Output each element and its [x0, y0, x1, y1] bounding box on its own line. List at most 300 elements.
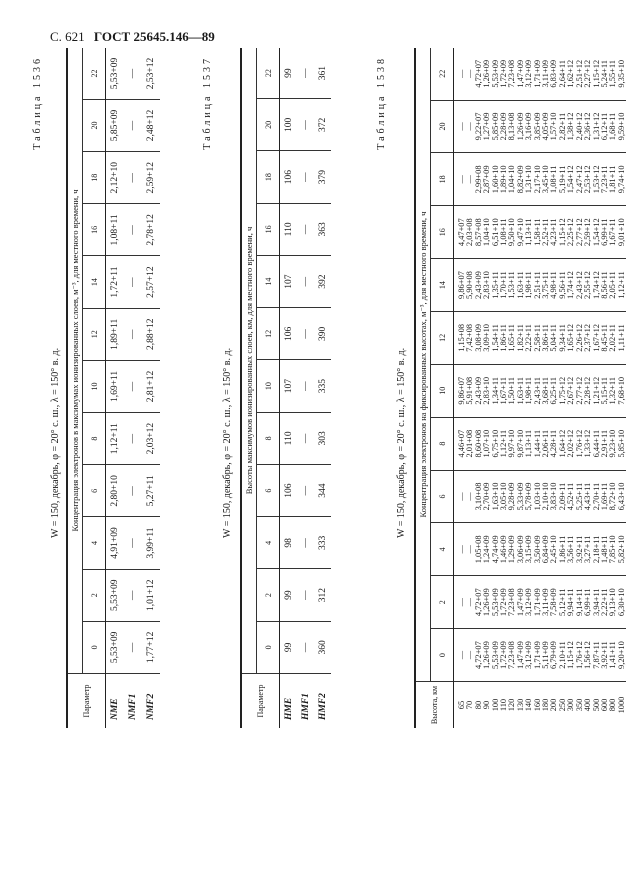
cell-value: 392: [314, 256, 331, 308]
cell-value: 2,01+08: [465, 429, 475, 458]
cell-value: 1,01+12: [142, 569, 160, 621]
cell-value: 8,60+08: [473, 429, 483, 458]
cell-value: 1,57+10: [549, 112, 559, 141]
cell-value: 6,99+11: [583, 588, 593, 616]
cell-value: 2,22+11: [599, 588, 609, 616]
cell-value: 2,99+08: [473, 165, 483, 194]
cell-value: —: [297, 203, 314, 255]
hour-header: 20: [83, 99, 106, 151]
cell-value: 9,56+11: [557, 271, 567, 299]
hour-header: 6: [257, 465, 280, 517]
cell-value: 2,03+08: [465, 218, 475, 247]
cell-value: 1,31+12: [591, 112, 601, 141]
cell-value: 1,89+11: [106, 308, 125, 360]
cell-value: 3,68+11: [541, 377, 551, 405]
hour-header: 2: [257, 569, 280, 621]
cell-value: 7,42+08: [465, 324, 475, 352]
cell-value: 361: [314, 48, 331, 99]
cell-value: —: [297, 256, 314, 308]
cell-value: 333: [314, 517, 331, 569]
cell-value: 4,52+11: [566, 482, 576, 511]
cell-value: 2,22+11: [524, 324, 534, 352]
hour-header: 22: [257, 48, 280, 99]
cell-value: 1,50+11: [507, 377, 517, 405]
cell-value: 2,88+12: [142, 308, 160, 360]
cell-value: 5,24+11: [599, 60, 609, 88]
cell-value: 5,85+09: [106, 99, 125, 151]
height-value: 600: [599, 698, 609, 712]
cell-value: —: [465, 122, 475, 131]
cell-value: —: [297, 360, 314, 412]
cell-value: 1,53+11: [507, 271, 517, 299]
cell-value: 312: [314, 569, 331, 621]
cell-value: 1,13+11: [524, 218, 534, 246]
cell-value: 7,58+09: [549, 588, 559, 617]
cell-value: 2,59+12: [142, 152, 160, 204]
cell-value: 1,47+09: [515, 588, 525, 617]
cell-value: 2,43+09: [473, 376, 483, 405]
cell-value: 2,03+12: [142, 413, 160, 465]
param-name: NMF1: [128, 693, 138, 720]
cell-value: 1,03+10: [532, 482, 542, 511]
cell-value: 1,47+09: [515, 59, 525, 88]
cell-value: 7,23+11: [599, 165, 609, 194]
cell-value: 1,81+11: [608, 165, 618, 194]
cell-value: 3,11+09: [541, 588, 551, 616]
height-header: Высота, км: [415, 682, 454, 729]
table-1538-data-row: [454, 48, 627, 728]
cell-value: 2,12+10: [106, 152, 125, 204]
cell-value: 1,08+11: [549, 165, 559, 194]
cell-value: 1,71+09: [532, 641, 542, 669]
height-value: 180: [541, 698, 551, 712]
height-value: 500: [591, 698, 601, 712]
cell-value: 9,87+10: [515, 429, 525, 458]
cell-value: 1,69+11: [106, 360, 125, 412]
cell-value: 1,13+11: [524, 429, 534, 458]
cell-value: 7,23+08: [507, 588, 517, 617]
hour-header: 18: [257, 151, 280, 203]
height-value: 65: [457, 700, 466, 710]
cell-value: 2,02+12: [566, 429, 576, 458]
cell-value: 1,32+11: [608, 377, 618, 405]
cell-value: 1,24+09: [482, 535, 492, 564]
cell-value: 1,86+11: [499, 324, 509, 352]
cell-value: 1,82+11: [515, 324, 525, 352]
cell-value: 6,99+11: [599, 218, 609, 246]
cell-value: 4,05+09: [541, 112, 551, 141]
cell-value: 1,65+12: [566, 324, 576, 352]
cell-value: 2,55+12: [583, 271, 593, 299]
cell-value: —: [124, 152, 142, 204]
cell-value: 8,72+10: [608, 482, 618, 511]
table-row: [142, 48, 160, 728]
cell-value: 9,86+07: [457, 376, 466, 405]
height-value: 160: [532, 698, 542, 712]
cell-value: 3,16+09: [524, 112, 534, 141]
cell-value: 9,14+11: [574, 588, 584, 616]
cell-value: —: [124, 256, 142, 308]
hour-header: 22: [83, 48, 106, 99]
cell-value: 2,82+11: [557, 112, 567, 141]
table-row: [124, 48, 142, 728]
height-column: [454, 682, 627, 729]
cell-value: 2,25+12: [566, 218, 576, 247]
cell-value: —: [124, 517, 142, 569]
cell-value: 3,06+09: [515, 535, 525, 564]
cell-value: 6,79+09: [549, 641, 559, 669]
cell-value: 2,43+11: [532, 377, 542, 405]
cell-value: 1,98+11: [524, 271, 534, 299]
cell-value: 8,56+11: [599, 271, 609, 299]
cell-value: 100: [280, 99, 298, 151]
table-row: [297, 48, 314, 728]
cell-value: 6,12+11: [599, 112, 609, 141]
height-value: 110: [499, 698, 509, 712]
cell-value: 9,59+10: [616, 112, 626, 141]
cell-value: 8,57+08: [473, 218, 483, 247]
cell-value: 5,53+09: [490, 59, 500, 88]
cell-value: —: [457, 122, 466, 131]
cell-value: 1,63+11: [515, 377, 525, 405]
hour-column: [454, 629, 627, 682]
cell-value: 4,91+09: [106, 517, 125, 569]
hour-header: 18: [431, 153, 454, 206]
cell-value: 1,15+08: [457, 324, 466, 352]
cell-value: 303: [314, 412, 331, 464]
cell-value: 1,63+10: [490, 482, 500, 511]
cell-value: 4,23+11: [549, 218, 559, 246]
cell-value: 1,72+09: [499, 59, 509, 88]
cell-value: 6,30+10: [616, 588, 626, 617]
cell-value: 2,83+10: [482, 376, 492, 405]
cell-value: 7,87+11: [591, 641, 601, 669]
cell-value: 1,33+12: [583, 429, 593, 458]
table-1537: [240, 48, 331, 728]
height-value: 200: [549, 698, 559, 712]
table-1538-title: Таблица 1538: [376, 56, 387, 150]
cell-value: 2,53+12: [583, 165, 593, 194]
cell-value: 2,09+11: [557, 482, 567, 511]
hour-header: 6: [83, 465, 106, 517]
height-value: 70: [465, 700, 475, 710]
cell-value: 1,44+11: [532, 429, 542, 458]
cell-value: 2,06+11: [541, 429, 551, 458]
cell-value: 9,01+10: [616, 218, 626, 247]
cell-value: 6,75+10: [490, 429, 500, 458]
cell-value: 2,48+12: [142, 99, 160, 151]
cell-value: 4,98+11: [549, 271, 559, 299]
cell-value: 1,26+09: [515, 112, 525, 141]
cell-value: 1,69+11: [599, 482, 609, 511]
hour-header: 14: [257, 256, 280, 308]
cell-value: 1,41+11: [608, 641, 618, 669]
hour-header: 20: [257, 99, 280, 151]
cell-value: 5,90+08: [465, 271, 475, 299]
cell-value: —: [297, 517, 314, 569]
cell-value: 6,43+10: [616, 482, 626, 511]
hour-column: [454, 259, 627, 312]
cell-value: 1,56+12: [583, 641, 593, 669]
cell-value: 107: [280, 256, 298, 308]
hour-header: 14: [83, 256, 106, 308]
cell-value: 4,72+07: [473, 588, 483, 617]
hour-header: 10: [431, 364, 454, 417]
cell-value: 99: [280, 621, 298, 673]
cell-value: 5,53+09: [106, 569, 125, 621]
cell-value: 1,26+09: [482, 588, 492, 617]
hour-column: [454, 576, 627, 629]
cell-value: 3,09+10: [482, 324, 492, 352]
cell-value: 1,15+12: [557, 218, 567, 247]
cell-value: 1,76+12: [574, 429, 584, 458]
cell-value: 5,12+11: [557, 588, 567, 616]
param-name: NME: [110, 698, 120, 720]
hour-column: [454, 470, 627, 523]
cell-value: —: [124, 465, 142, 517]
hour-header: 12: [257, 308, 280, 360]
cell-value: 1,08+11: [106, 204, 125, 256]
group-header: Концентрация электронов на фиксированных высотах, м⁻³, для местного времени, ч: [415, 48, 431, 682]
cell-value: 106: [280, 465, 298, 517]
cell-value: —: [465, 598, 475, 607]
cell-value: 3,99+11: [142, 517, 160, 569]
hour-header: 22: [431, 48, 454, 100]
cell-value: 2,10+11: [557, 641, 567, 669]
table-1536-caption: W = 150, декабрь, φ = 20° с. ш., λ = 150° в. д.: [50, 347, 61, 538]
cell-value: —: [124, 204, 142, 256]
cell-value: 1,72+11: [106, 256, 125, 308]
cell-value: 2,27+12: [583, 59, 593, 88]
cell-value: —: [297, 99, 314, 151]
cell-value: 1,64+12: [557, 429, 567, 458]
cell-value: —: [124, 48, 142, 99]
cell-value: 2,18+11: [591, 535, 601, 564]
cell-value: 1,04+10: [507, 165, 517, 194]
cell-value: 1,76+12: [574, 641, 584, 669]
cell-value: 9,22+07: [473, 112, 483, 141]
cell-value: 2,77+12: [574, 218, 584, 247]
cell-value: 2,36+12: [583, 112, 593, 141]
hour-header: 8: [83, 413, 106, 465]
cell-value: 9,35+10: [616, 59, 626, 88]
height-value: 100: [490, 698, 500, 712]
cell-value: 3,86+11: [541, 324, 551, 352]
hour-header: 20: [431, 100, 454, 153]
cell-value: 2,57+12: [142, 256, 160, 308]
cell-value: —: [457, 545, 466, 554]
cell-value: 5,04+11: [549, 324, 559, 352]
cell-value: 1,72+09: [499, 641, 509, 669]
table-row: [280, 48, 298, 728]
cell-value: —: [297, 308, 314, 360]
cell-value: 1,62+12: [566, 59, 576, 88]
cell-value: 2,78+12: [142, 204, 160, 256]
cell-value: 7,23+08: [507, 641, 517, 669]
cell-value: 390: [314, 308, 331, 360]
table-1537-caption: W = 150, декабрь, φ = 20° с. ш., λ = 150° в. д.: [222, 347, 233, 538]
cell-value: 3,92+11: [599, 641, 609, 669]
cell-value: 1,53+12: [591, 165, 601, 194]
cell-value: 2,59+12: [583, 218, 593, 247]
cell-value: —: [297, 151, 314, 203]
cell-value: 5,82+10: [616, 535, 626, 564]
cell-value: 335: [314, 360, 331, 412]
cell-value: 9,28+09: [507, 482, 517, 511]
cell-value: 1,04+10: [482, 218, 492, 247]
cell-value: 5,91+08: [465, 376, 475, 405]
cell-value: 6,83+09: [549, 59, 559, 88]
cell-value: 3,12+09: [524, 59, 534, 88]
cell-value: —: [457, 598, 466, 607]
cell-value: 98: [280, 517, 298, 569]
group-header: Концентрация электронов в максимумах ионизированных слоев, м⁻³, для местного времени, ч: [67, 48, 83, 674]
hour-column: [454, 523, 627, 576]
cell-value: 2,81+12: [142, 360, 160, 412]
hour-header: 4: [83, 517, 106, 569]
cell-value: 9,23+10: [608, 429, 618, 458]
cell-value: 1,26+09: [482, 59, 492, 88]
cell-value: 3,85+09: [532, 112, 542, 141]
height-value: 400: [583, 698, 593, 712]
cell-value: 1,29+09: [507, 535, 517, 564]
cell-value: 1,47+09: [515, 641, 525, 669]
cell-value: 1,15+12: [591, 59, 601, 88]
cell-value: 2,10+10: [541, 482, 551, 511]
cell-value: 1,74+12: [566, 271, 576, 299]
hour-header: 10: [83, 360, 106, 412]
cell-value: 1,12+11: [106, 413, 125, 465]
cell-value: 106: [280, 151, 298, 203]
cell-value: 1,58+11: [532, 218, 542, 246]
cell-value: 5,53+09: [106, 48, 125, 99]
cell-value: 9,34+11: [557, 324, 567, 352]
cell-value: 2,43+09: [473, 271, 483, 299]
param-name: HMF1: [300, 693, 311, 720]
cell-value: —: [297, 465, 314, 517]
cell-value: 1,65+11: [507, 324, 517, 352]
cell-value: 2,37+12: [583, 324, 593, 352]
standard-id: ГОСТ 25645.146—89: [93, 29, 215, 44]
param-name: HMF2: [317, 693, 328, 720]
cell-value: 2,47+12: [574, 165, 584, 194]
cell-value: 2,52+11: [541, 218, 551, 246]
cell-value: 3,10+08: [473, 482, 483, 511]
cell-value: —: [124, 99, 142, 151]
cell-value: —: [297, 48, 314, 99]
hour-header: 16: [83, 204, 106, 256]
cell-value: 8,82+09: [515, 165, 525, 194]
cell-value: 2,40+12: [574, 112, 584, 141]
cell-value: 3,11+09: [541, 60, 551, 88]
cell-value: 1,48+11: [599, 535, 609, 564]
cell-value: 1,11+11: [616, 324, 626, 352]
cell-value: 2,17+10: [532, 165, 542, 194]
cell-value: 2,80+10: [106, 465, 125, 517]
cell-value: —: [124, 621, 142, 673]
cell-value: 6,84+09: [541, 535, 551, 564]
cell-value: 7,85+10: [608, 535, 618, 564]
cell-value: 7,23+08: [507, 59, 517, 88]
cell-value: 4,28+11: [549, 429, 559, 458]
cell-value: 3,45+10: [541, 165, 551, 194]
cell-value: 110: [280, 203, 298, 255]
cell-value: 2,70+09: [482, 482, 492, 511]
hour-header: 6: [431, 470, 454, 523]
cell-value: 1,21+12: [591, 376, 601, 405]
cell-value: —: [124, 360, 142, 412]
hour-header: 8: [431, 417, 454, 470]
cell-value: 372: [314, 99, 331, 151]
cell-value: —: [124, 413, 142, 465]
cell-value: 1,71+09: [532, 588, 542, 617]
hour-column: [454, 100, 627, 153]
cell-value: 4,47+07: [457, 218, 466, 247]
cell-value: 360: [314, 621, 331, 673]
cell-value: 5,78+09: [524, 482, 534, 511]
cell-value: 3,83+10: [549, 482, 559, 511]
hour-header: 10: [257, 360, 280, 412]
cell-value: 1,05+08: [473, 535, 483, 564]
cell-value: 3,12+09: [524, 641, 534, 669]
group-header: Высоты максимумов ионизированных слоев, км, для местного времени, ч: [241, 48, 257, 674]
hour-header: 2: [431, 576, 454, 629]
cell-value: 4,72+07: [473, 641, 483, 669]
cell-value: 5,25+11: [574, 482, 584, 511]
cell-value: —: [465, 175, 475, 184]
height-value: 300: [566, 698, 576, 712]
height-value: 90: [482, 700, 492, 710]
cell-value: 1,08+11: [499, 218, 509, 246]
cell-value: 1,67+11: [499, 377, 509, 405]
param-header: Параметр: [67, 674, 106, 729]
cell-value: 9,47+10: [515, 218, 525, 247]
table-1536: [66, 48, 160, 728]
hour-header: 0: [431, 629, 454, 682]
cell-value: 1,34+11: [490, 377, 500, 405]
cell-value: 2,77+12: [574, 376, 584, 405]
cell-value: 2,67+12: [566, 376, 576, 405]
cell-value: 2,87+09: [482, 165, 492, 194]
cell-value: —: [457, 650, 466, 660]
cell-value: 1,55+11: [608, 60, 618, 88]
cell-value: 363: [314, 203, 331, 255]
cell-value: 3,12+09: [524, 588, 534, 617]
hour-header: 2: [83, 569, 106, 621]
cell-value: 1,54+12: [566, 165, 576, 194]
table-1537-title: Таблица 1537: [202, 56, 213, 150]
cell-value: 99: [280, 569, 298, 621]
table-1538-caption: W = 150, декабрь, φ = 20° с. ш., λ = 150° в. д.: [396, 347, 407, 538]
height-value: 130: [515, 698, 525, 712]
cell-value: 1,54+12: [591, 218, 601, 247]
cell-value: 2,45+10: [549, 535, 559, 564]
cell-value: 1,86+11: [557, 535, 567, 564]
cell-value: 6,25+11: [549, 377, 559, 405]
cell-value: 1,12+11: [499, 429, 509, 458]
height-value: 250: [557, 698, 567, 712]
hour-column: [454, 48, 627, 100]
cell-value: 9,94+11: [566, 588, 576, 616]
cell-value: 4,74+09: [490, 535, 500, 564]
hour-header: 16: [431, 206, 454, 259]
cell-value: 9,97+10: [507, 429, 517, 458]
cell-value: —: [457, 69, 466, 78]
cell-value: 2,51+12: [574, 59, 584, 88]
cell-value: 9,50+10: [507, 218, 517, 247]
cell-value: 1,67+11: [608, 218, 618, 246]
height-value: 1000: [616, 696, 626, 714]
